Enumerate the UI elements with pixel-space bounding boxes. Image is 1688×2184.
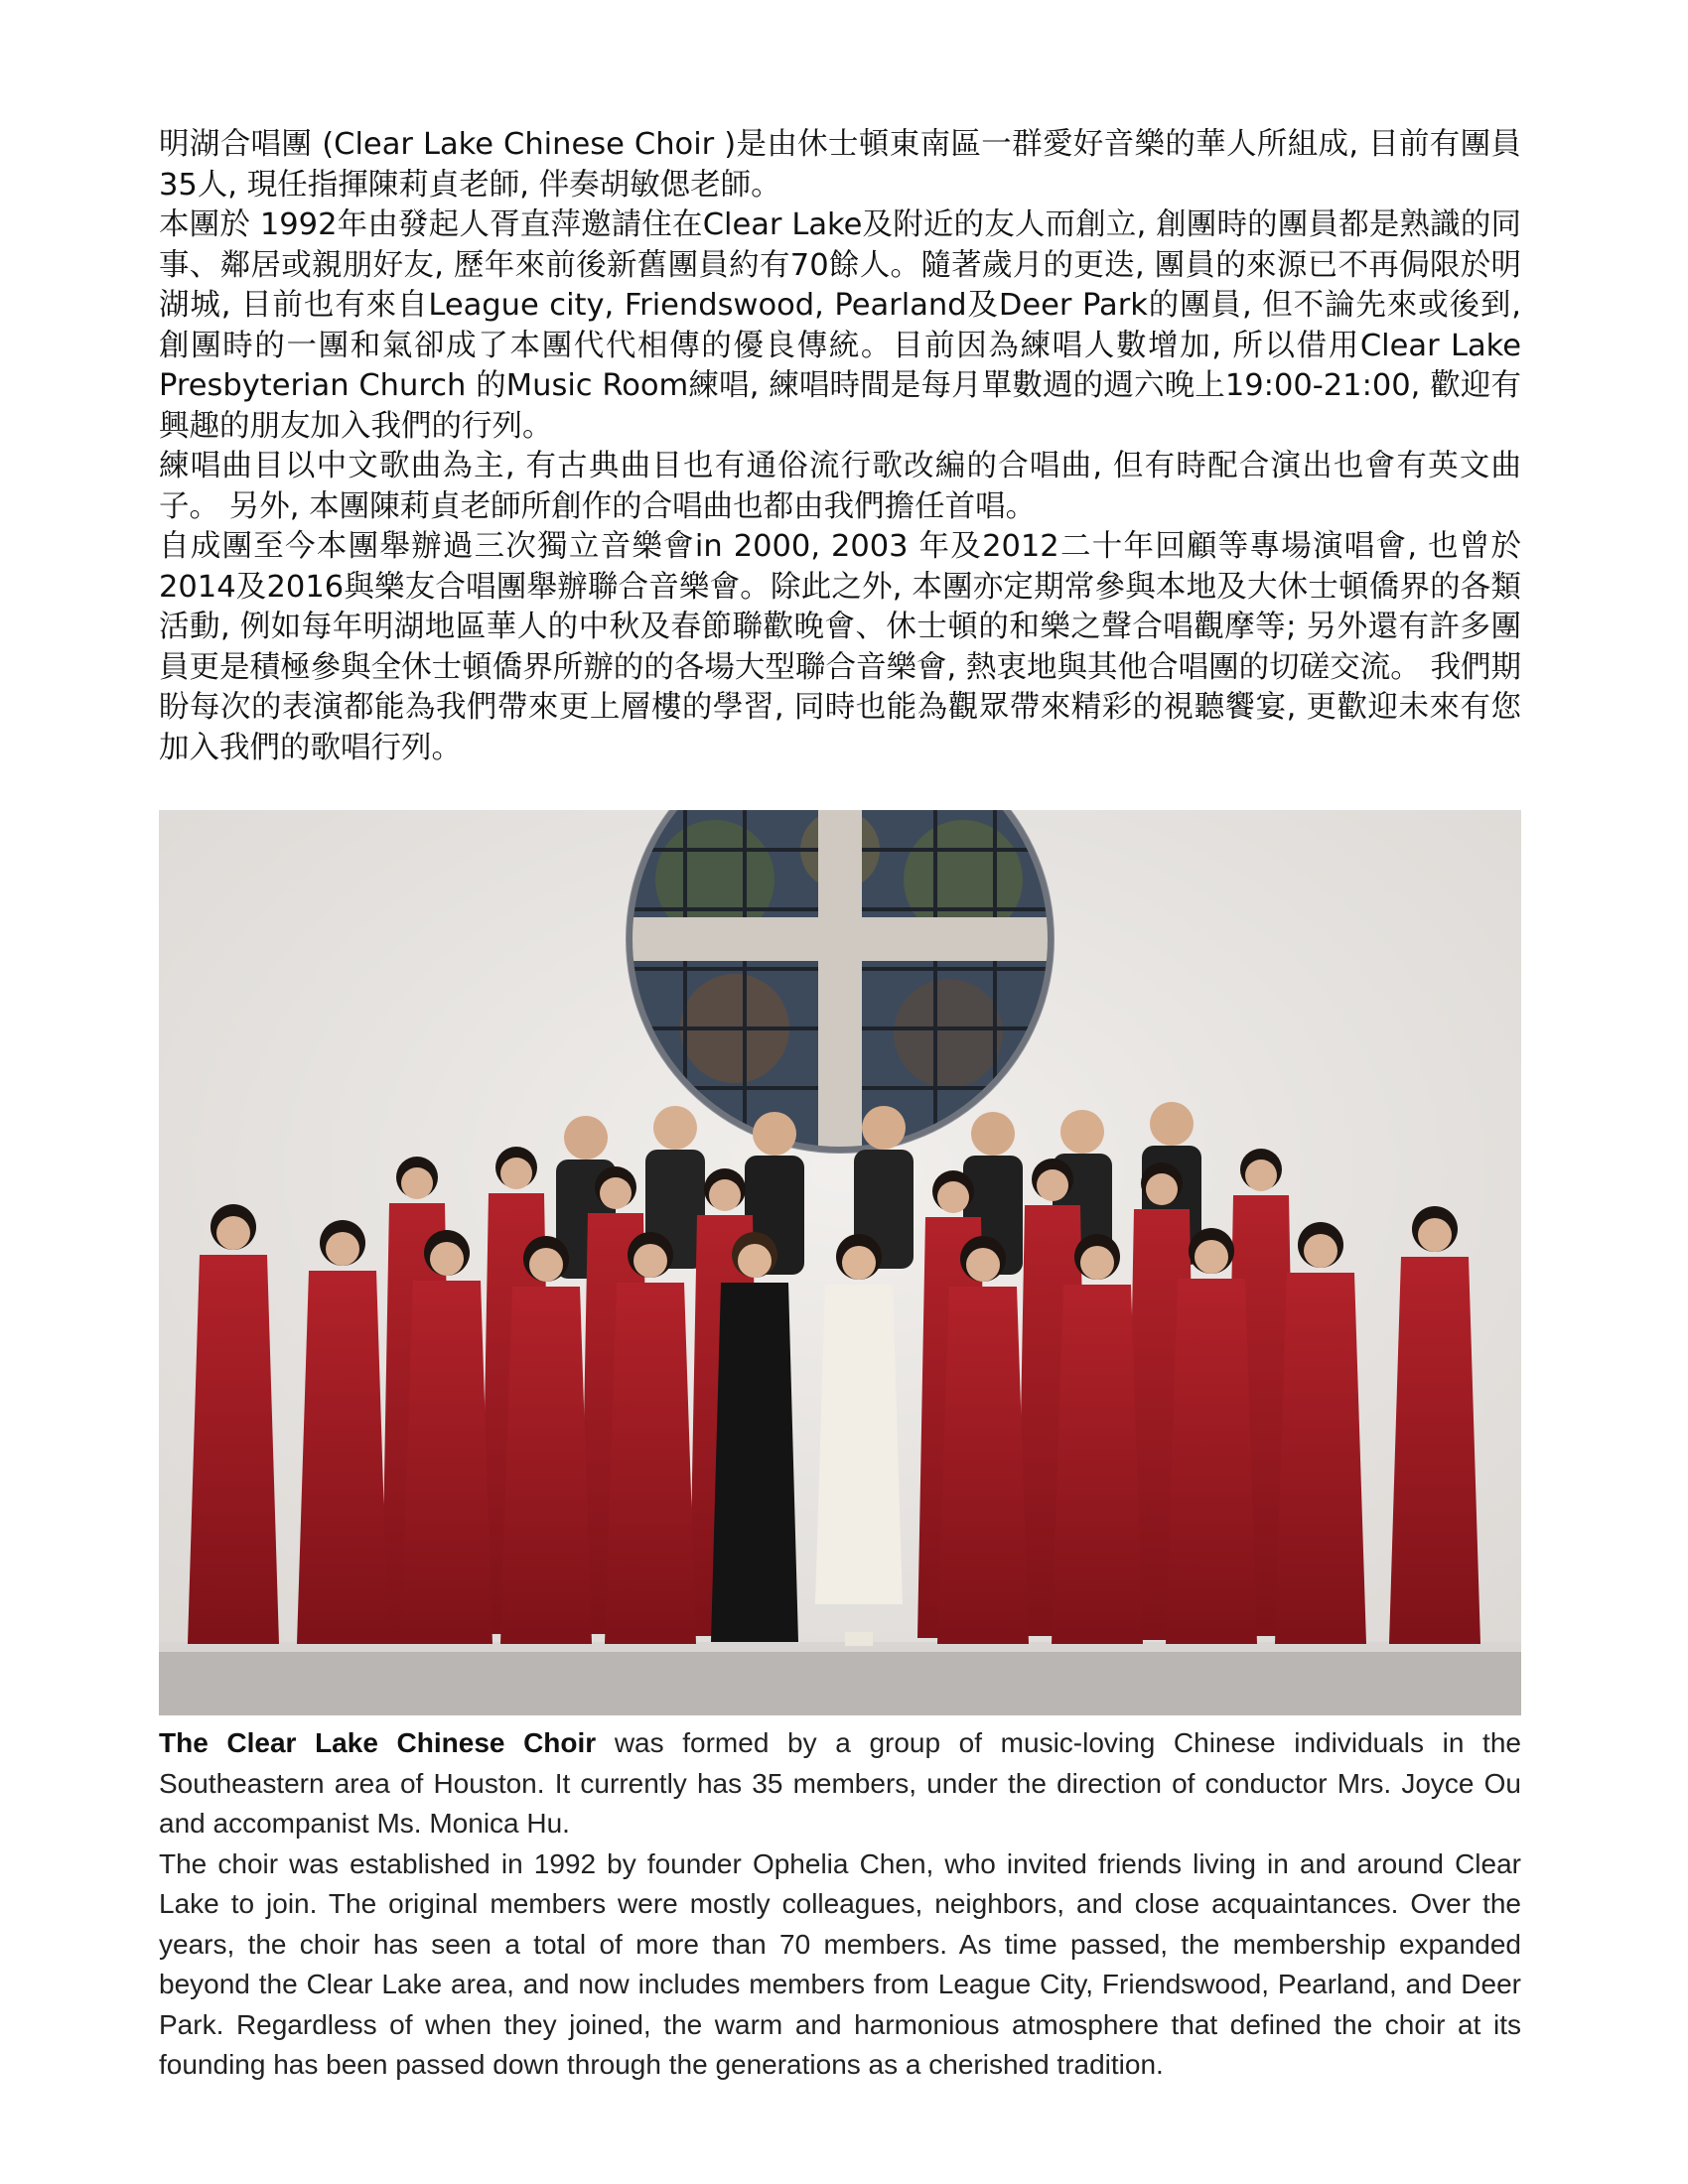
- choir-photo-illustration: [159, 810, 1521, 1715]
- chinese-paragraph-4: 自成團至今本團舉辦過三次獨立音樂會in 2000, 2003 年及2012二十年回顧等專場演唱會, 也曾於2014及2016與樂友合唱團舉辦聯合音樂會。除此之外, 本團亦定期常參與本地及大休士頓僑界的各類活動, 例如每年明湖地區華人的中秋及春節聯歡晚會、休士頓的和樂之聲合唱觀摩等; 另外還有許多團員更是積極參與全休士頓僑界所辦的的各場大型聯合音樂會, 熱衷地與其他合唱團的切磋交流。 我們期盼每次的表演都能為我們帶來更上層樓的學習, 同時也能為觀眾帶來精彩的視聽饗宴, 更歡迎未來有您加入我們的歌唱行列。: [159, 529, 1521, 765]
- english-text-block: [159, 1723, 1521, 2086]
- stage: [159, 1649, 1521, 1715]
- choir-name-bold: The Clear Lake Chinese Choir: [159, 1727, 597, 1758]
- chinese-paragraph-3: 練唱曲目以中文歌曲為主, 有古典曲目也有通俗流行歌改編的合唱曲, 但有時配合演出也會有英文曲子。 另外, 本團陳莉貞老師所創作的合唱曲也都由我們擔任首唱。: [159, 449, 1521, 524]
- english-paragraph-2: The choir was established in 1992 by founder Ophelia Chen, who invited friends living in and around Clear Lake to join. The original members were mostly colleagues, neighbors, and close acquaintances. Over the years, the choir has seen a total of more than 70 members. As time passed, the membership expanded beyond the Clear Lake area, and now includes members from League City, Friendswood, Pearland, and Deer Park. Regardless of when they joined, the warm and harmonious atmosphere that defined the choir at its founding has been passed down through the generations as a cherished tradition.: [159, 1847, 1521, 2080]
- chinese-paragraph-2: 本團於 1992年由發起人胥直萍邀請住在Clear Lake及附近的友人而創立, 創團時的團員都是熟識的同事、鄰居或親朋好友, 歷年來前後新舊團員約有70餘人。隨著歲月的更迭, 團員的來源已不再侷限於明湖城, 目前也有來自League city, Friendswood, Pearland及Deer Park的團員, 但不論先來或後到, 創團時的一團和氣卻成了本團代代相傳的優良傳統。目前因為練唱人數增加, 所以借用Clear Lake Presbyterian Church 的Music Room練唱, 練唱時間是每月單數週的週六晚上19:00-21:00, 歡迎有興趣的朋友加入我們的行列。: [159, 207, 1521, 444]
- chinese-text-block: [159, 125, 1521, 768]
- english-paragraph-1: [159, 1723, 1521, 1844]
- english-paragraph-1-text: was formed by a group of music-loving Chinese individuals in the Southeastern area of Houston. It currently has 35 members, under the direction of conductor Mrs. Joyce Ou and accompanist Ms. Monica Hu.: [159, 1727, 1521, 1839]
- choir-photo: [159, 810, 1521, 1715]
- chinese-paragraph-1: 明湖合唱團 (Clear Lake Chinese Choir )是由休士頓東南區一群愛好音樂的華人所組成, 目前有團員35人, 現任指揮陳莉貞老師, 伴奏胡敏偲老師。: [159, 127, 1521, 203]
